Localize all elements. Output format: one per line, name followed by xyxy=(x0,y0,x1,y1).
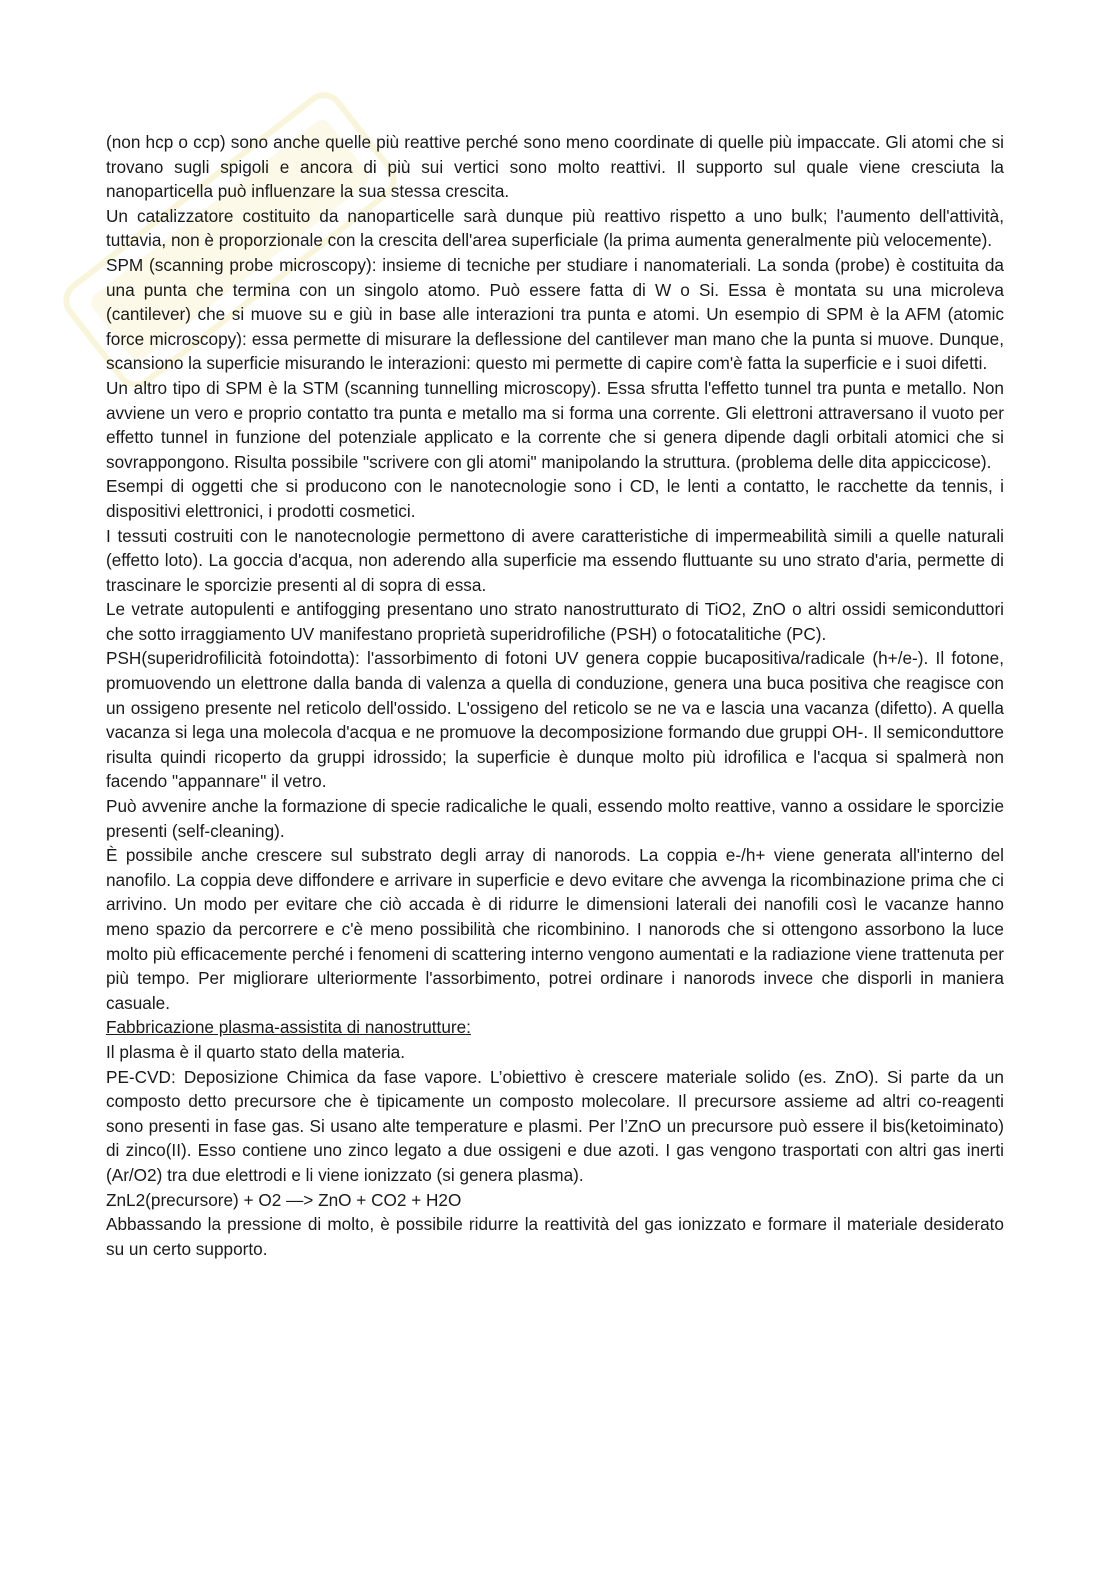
paragraph: Abbassando la pressione di molto, è possibile ridurre la reattività del gas ionizzato e formare il materiale desiderato su un certo supporto. xyxy=(106,1214,1004,1259)
paragraph: Esempi di oggetti che si producono con le nanotecnologie sono i CD, le lenti a contatto, le racchette da tennis, i dispositivi elettronici, i prodotti cosmetici. xyxy=(106,476,1004,521)
section-heading: Fabbricazione plasma-assistita di nanostrutture: xyxy=(106,1017,471,1038)
document-body xyxy=(106,130,1004,1261)
paragraph: (non hcp o ccp) sono anche quelle più reattive perché sono meno coordinate di quelle più impaccate. Gli atomi che si trovano sugli spigoli e ancora di più sui vertici sono molto reattivi. Il supporto sul quale viene cresciuta la nanoparticella può influenzare la sua stessa crescita. xyxy=(106,132,1004,202)
paragraph: Un altro tipo di SPM è la STM (scanning tunnelling microscopy). Essa sfrutta l'effetto tunnel tra punta e metallo. Non avviene un vero e proprio contatto tra punta e metallo ma si forma una corrente. Gli elettroni attraversano il vuoto per effetto tunnel in funzione del potenziale applicato e la corrente che si genera dipende dagli orbitali atomici che si sovrappongono. Risulta possibile "scrivere con gli atomi" manipolando la struttura. (problema delle dita appiccicose). xyxy=(106,377,1004,472)
paragraph: Il plasma è il quarto stato della materia. xyxy=(106,1041,406,1062)
paragraph: È possibile anche crescere sul substrato degli array di nanorods. La coppia e-/h+ viene generata all'interno del nanofilo. La coppia deve diffondere e arrivare in superficie e devo evitare che avvenga la ricombinazione prima che ci arrivino. Un modo per evitare che ciò accada è di ridurre le dimensioni laterali dei nanofili così le vacanze hanno meno spazio da percorrere e c'è meno possibilità che ricombinino. I nanorods che si ottengono assorbono la luce molto più efficacemente perché i fenomeni di scattering interno vengono aumentati e la radiazione viene trattenuta per più tempo. Per migliorare ulteriormente l'assorbimento, potrei ordinare i nanorods invece che disporli in maniera casuale. xyxy=(106,845,1004,1013)
paragraph: Un catalizzatore costituito da nanoparticelle sarà dunque più reattivo rispetto a uno bulk; l'aumento dell'attività, tuttavia, non è proporzionale con la crescita dell'area superficiale (la prima aumenta generalmente più velocemente). xyxy=(106,205,1004,251)
paragraph: I tessuti costruiti con le nanotecnologie permettono di avere caratteristiche di impermeabilità simili a quelle naturali (effetto loto). La goccia d'acqua, non aderendo alla superficie ma essendo fluttuante su uno strato d'aria, permette di trascinare le sporcizie presenti al di sopra di essa. xyxy=(106,525,1004,595)
paragraph: Può avvenire anche la formazione di specie radicaliche le quali, essendo molto reattive, vanno a ossidare le sporcizie presenti (self-cleaning). xyxy=(106,796,1004,841)
paragraph: PSH(superidrofilicità fotoindotta): l'assorbimento di fotoni UV genera coppie bucapositiva/radicale (h+/e-). Il fotone, promuovendo un elettrone dalla banda di valenza a quella di conduzione, genera una buca positiva che reagisce con un ossigeno presente nel reticolo dell'ossido. L'ossigeno del reticolo se ne va e lascia una vacanza (difetto). A quella vacanza si lega una molecola d'acqua e ne promuove la decomposizione formando due gruppi OH-. Il semiconduttore risulta quindi ricoperto da gruppi idrossido; la superficie è dunque molto più idrofilica e l'acqua si spalmerà non facendo "appannare" il vetro. xyxy=(106,648,1004,792)
paragraph: SPM (scanning probe microscopy): insieme di tecniche per studiare i nanomateriali. La sonda (probe) è costituita da una punta che termina con un singolo atomo. Può essere fatta di W o Si. Essa è montata su una microleva (cantilever) che si muove su e giù in base alle interazioni tra punta e atomi. Un esempio di SPM è la AFM (atomic force microscopy): essa permette di misurare la deflessione del cantilever man mano che la punta si muove. Dunque, scansiono la superficie misurando le interazioni: questo mi permette di capire com'è fatta la superficie e i suoi difetti. xyxy=(106,254,1004,374)
equation-line: ZnL2(precursore) + O2 —> ZnO + CO2 + H2O xyxy=(106,1189,462,1210)
paragraph: PE-CVD: Deposizione Chimica da fase vapore. L’obiettivo è crescere materiale solido (es. ZnO). Si parte da un composto detto precursore che è tipicamente un composto molecolare. Il precursore assieme ad altri co-reagenti sono presenti in fase gas. Si usano alte temperature e plasmi. Per l’ZnO un precursore può essere il bis(ketoiminato) di zinco(II). Esso contiene uno zinco legato a due ossigeni e due azoti. I gas vengono trasportati con altri gas inerti (Ar/O2) tra due elettrodi e li viene ionizzato (si genera plasma). xyxy=(106,1066,1004,1185)
paragraph: Le vetrate autopulenti e antifogging presentano uno strato nanostrutturato di TiO2, ZnO o altri ossidi semiconduttori che sotto irraggiamento UV manifestano proprietà superidrofiliche (PSH) o fotocatalitiche (PC). xyxy=(106,599,1004,644)
